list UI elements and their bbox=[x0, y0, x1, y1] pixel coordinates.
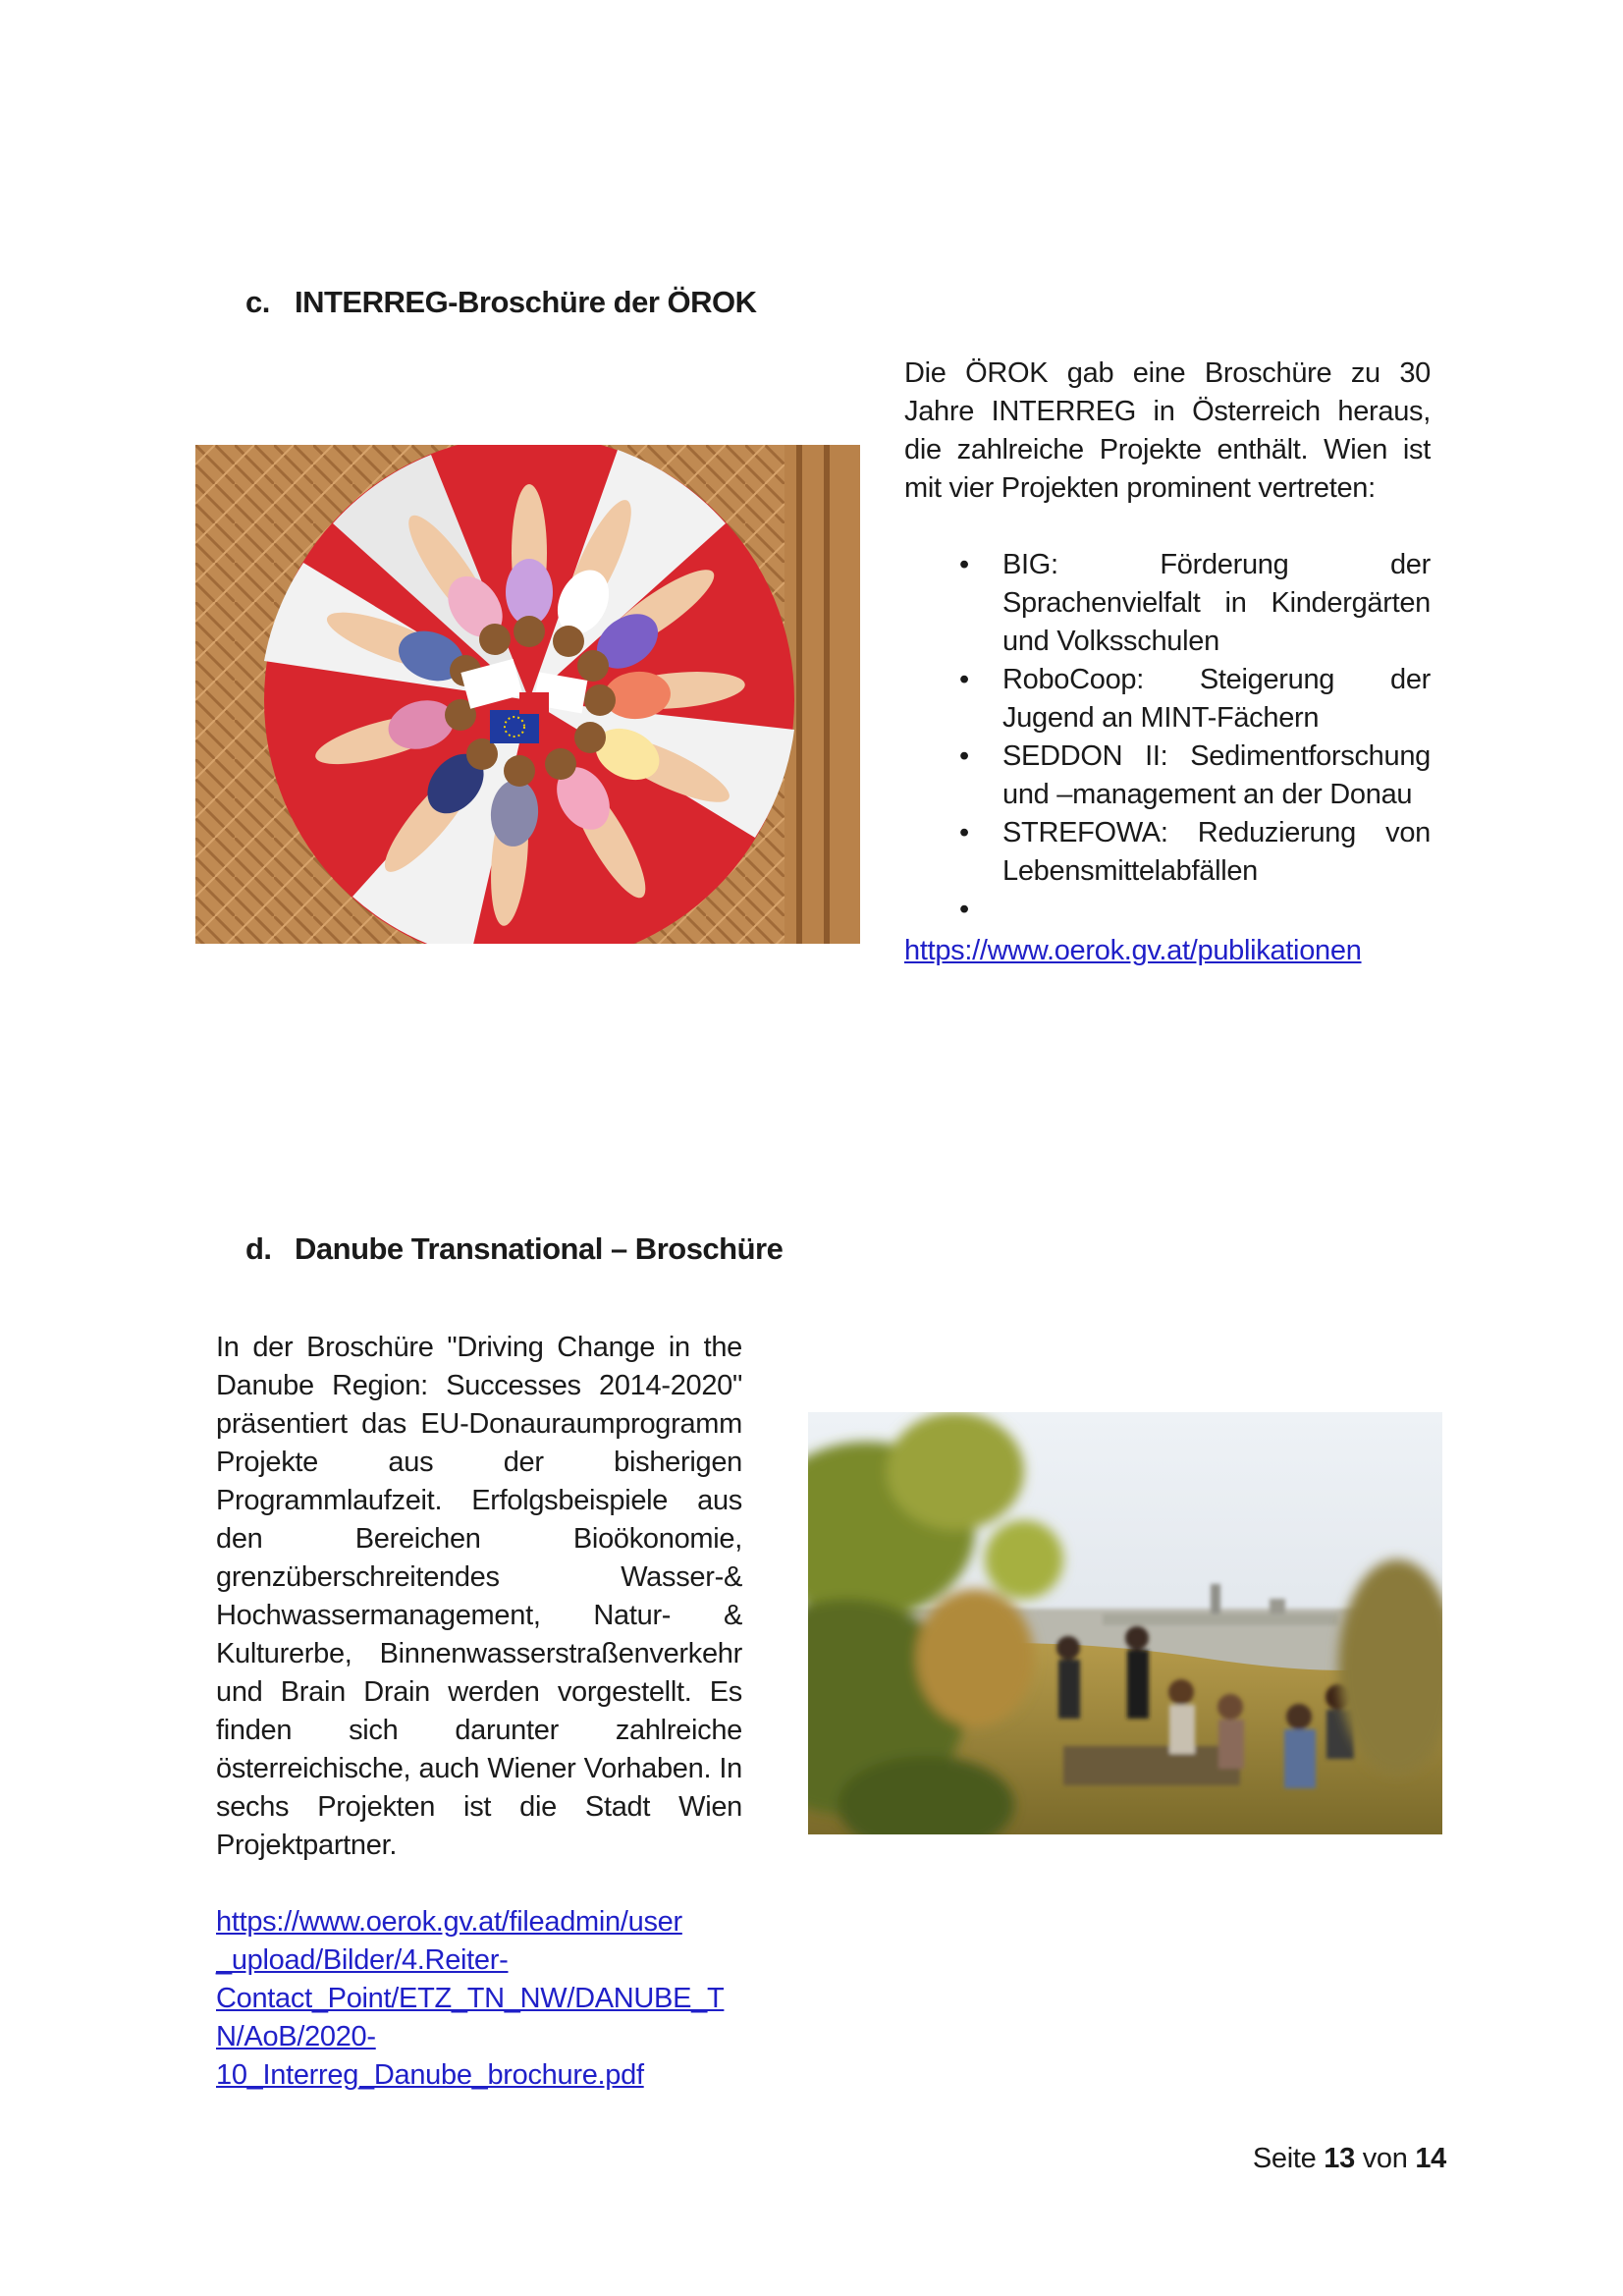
section-d-title: Danube Transnational – Broschüre bbox=[295, 1231, 784, 1266]
list-item bbox=[904, 814, 1431, 891]
total-pages: 14 bbox=[1415, 2143, 1446, 2174]
vienna-hillside-photo bbox=[808, 1412, 1442, 1834]
bullet-icon: • bbox=[959, 549, 969, 580]
page-middle: von bbox=[1362, 2143, 1408, 2174]
section-d-paragraph bbox=[216, 1329, 742, 1865]
page-prefix: Seite bbox=[1252, 2143, 1317, 2174]
list-item-text: BIG: Förderung der Sprachenvielfalt in Kindergärten und Volksschulen bbox=[1002, 549, 1431, 657]
section-c-paragraph-text: Die ÖROK gab eine Broschüre zu 30 Jahre INTERREG in Österreich heraus, die zahlreiche Projekte enthält. Wien ist mit vier Projekten prominent vertreten: bbox=[904, 357, 1431, 504]
section-c-heading bbox=[245, 285, 757, 320]
list-item bbox=[904, 738, 1431, 814]
page-number bbox=[1253, 2143, 1446, 2175]
section-d-paragraph-text: In der Broschüre "Driving Change in the Danube Region: Successes 2014-2020" präsentiert das EU-Donauraumprogramm Projekte aus der bisherigen Programmlaufzeit. Erfolgsbeispiele aus den Bereichen Bioökonomie, grenzüberschreitendes Wasser-& Hochwassermanagement, Natur- & Kulturerbe, Binnenwasserstraßenverkehr und Brain Drain werden vorgestellt. Es finden sich darunter zahlreiche österreichische, auch Wiener Vorhaben. In sechs Projekten ist die Stadt Wien Projektpartner. bbox=[216, 1332, 742, 1861]
list-item bbox=[904, 891, 1431, 929]
list-item-text: RoboCoop: Steigerung der Jugend an MINT-Fächern bbox=[1002, 664, 1431, 734]
list-item bbox=[904, 546, 1431, 661]
publikationen-link[interactable]: https://www.oerok.gv.at/publikationen bbox=[904, 935, 1362, 966]
link-line: 10_Interreg_Danube_brochure.pdf bbox=[216, 2059, 644, 2091]
link-line: Contact_Point/ETZ_TN_NW/DANUBE_T bbox=[216, 1983, 725, 2014]
list-item-text: SEDDON II: Sedimentforschung und –management an der Donau bbox=[1002, 740, 1431, 810]
bullet-icon: • bbox=[959, 740, 969, 772]
section-c-paragraph bbox=[904, 355, 1431, 508]
bullet-icon: • bbox=[959, 664, 969, 695]
link-line: N/AoB/2020- bbox=[216, 2021, 376, 2052]
link-line: _upload/Bilder/4.Reiter- bbox=[216, 1944, 509, 1976]
vienna-hillside-photo-svg bbox=[808, 1412, 1442, 1834]
bullet-icon: • bbox=[959, 894, 969, 925]
list-item bbox=[904, 661, 1431, 738]
link-line: https://www.oerok.gv.at/fileadmin/user bbox=[216, 1906, 682, 1938]
children-circle-photo bbox=[195, 445, 860, 944]
current-page: 13 bbox=[1324, 2143, 1355, 2174]
danube-brochure-link[interactable] bbox=[216, 1906, 724, 2091]
section-c-letter: c. bbox=[245, 285, 270, 319]
section-d-letter: d. bbox=[245, 1231, 272, 1266]
section-c-link-block bbox=[904, 932, 1454, 970]
children-circle-photo-svg bbox=[195, 445, 860, 944]
list-item-text: STREFOWA: Reduzierung von Lebensmittelabfällen bbox=[1002, 817, 1431, 887]
section-d-link-block bbox=[216, 1903, 766, 2095]
section-c-project-list bbox=[904, 546, 1431, 929]
section-c-title: INTERREG-Broschüre der ÖROK bbox=[295, 285, 757, 319]
bullet-icon: • bbox=[959, 817, 969, 848]
section-d-heading bbox=[245, 1231, 783, 1267]
